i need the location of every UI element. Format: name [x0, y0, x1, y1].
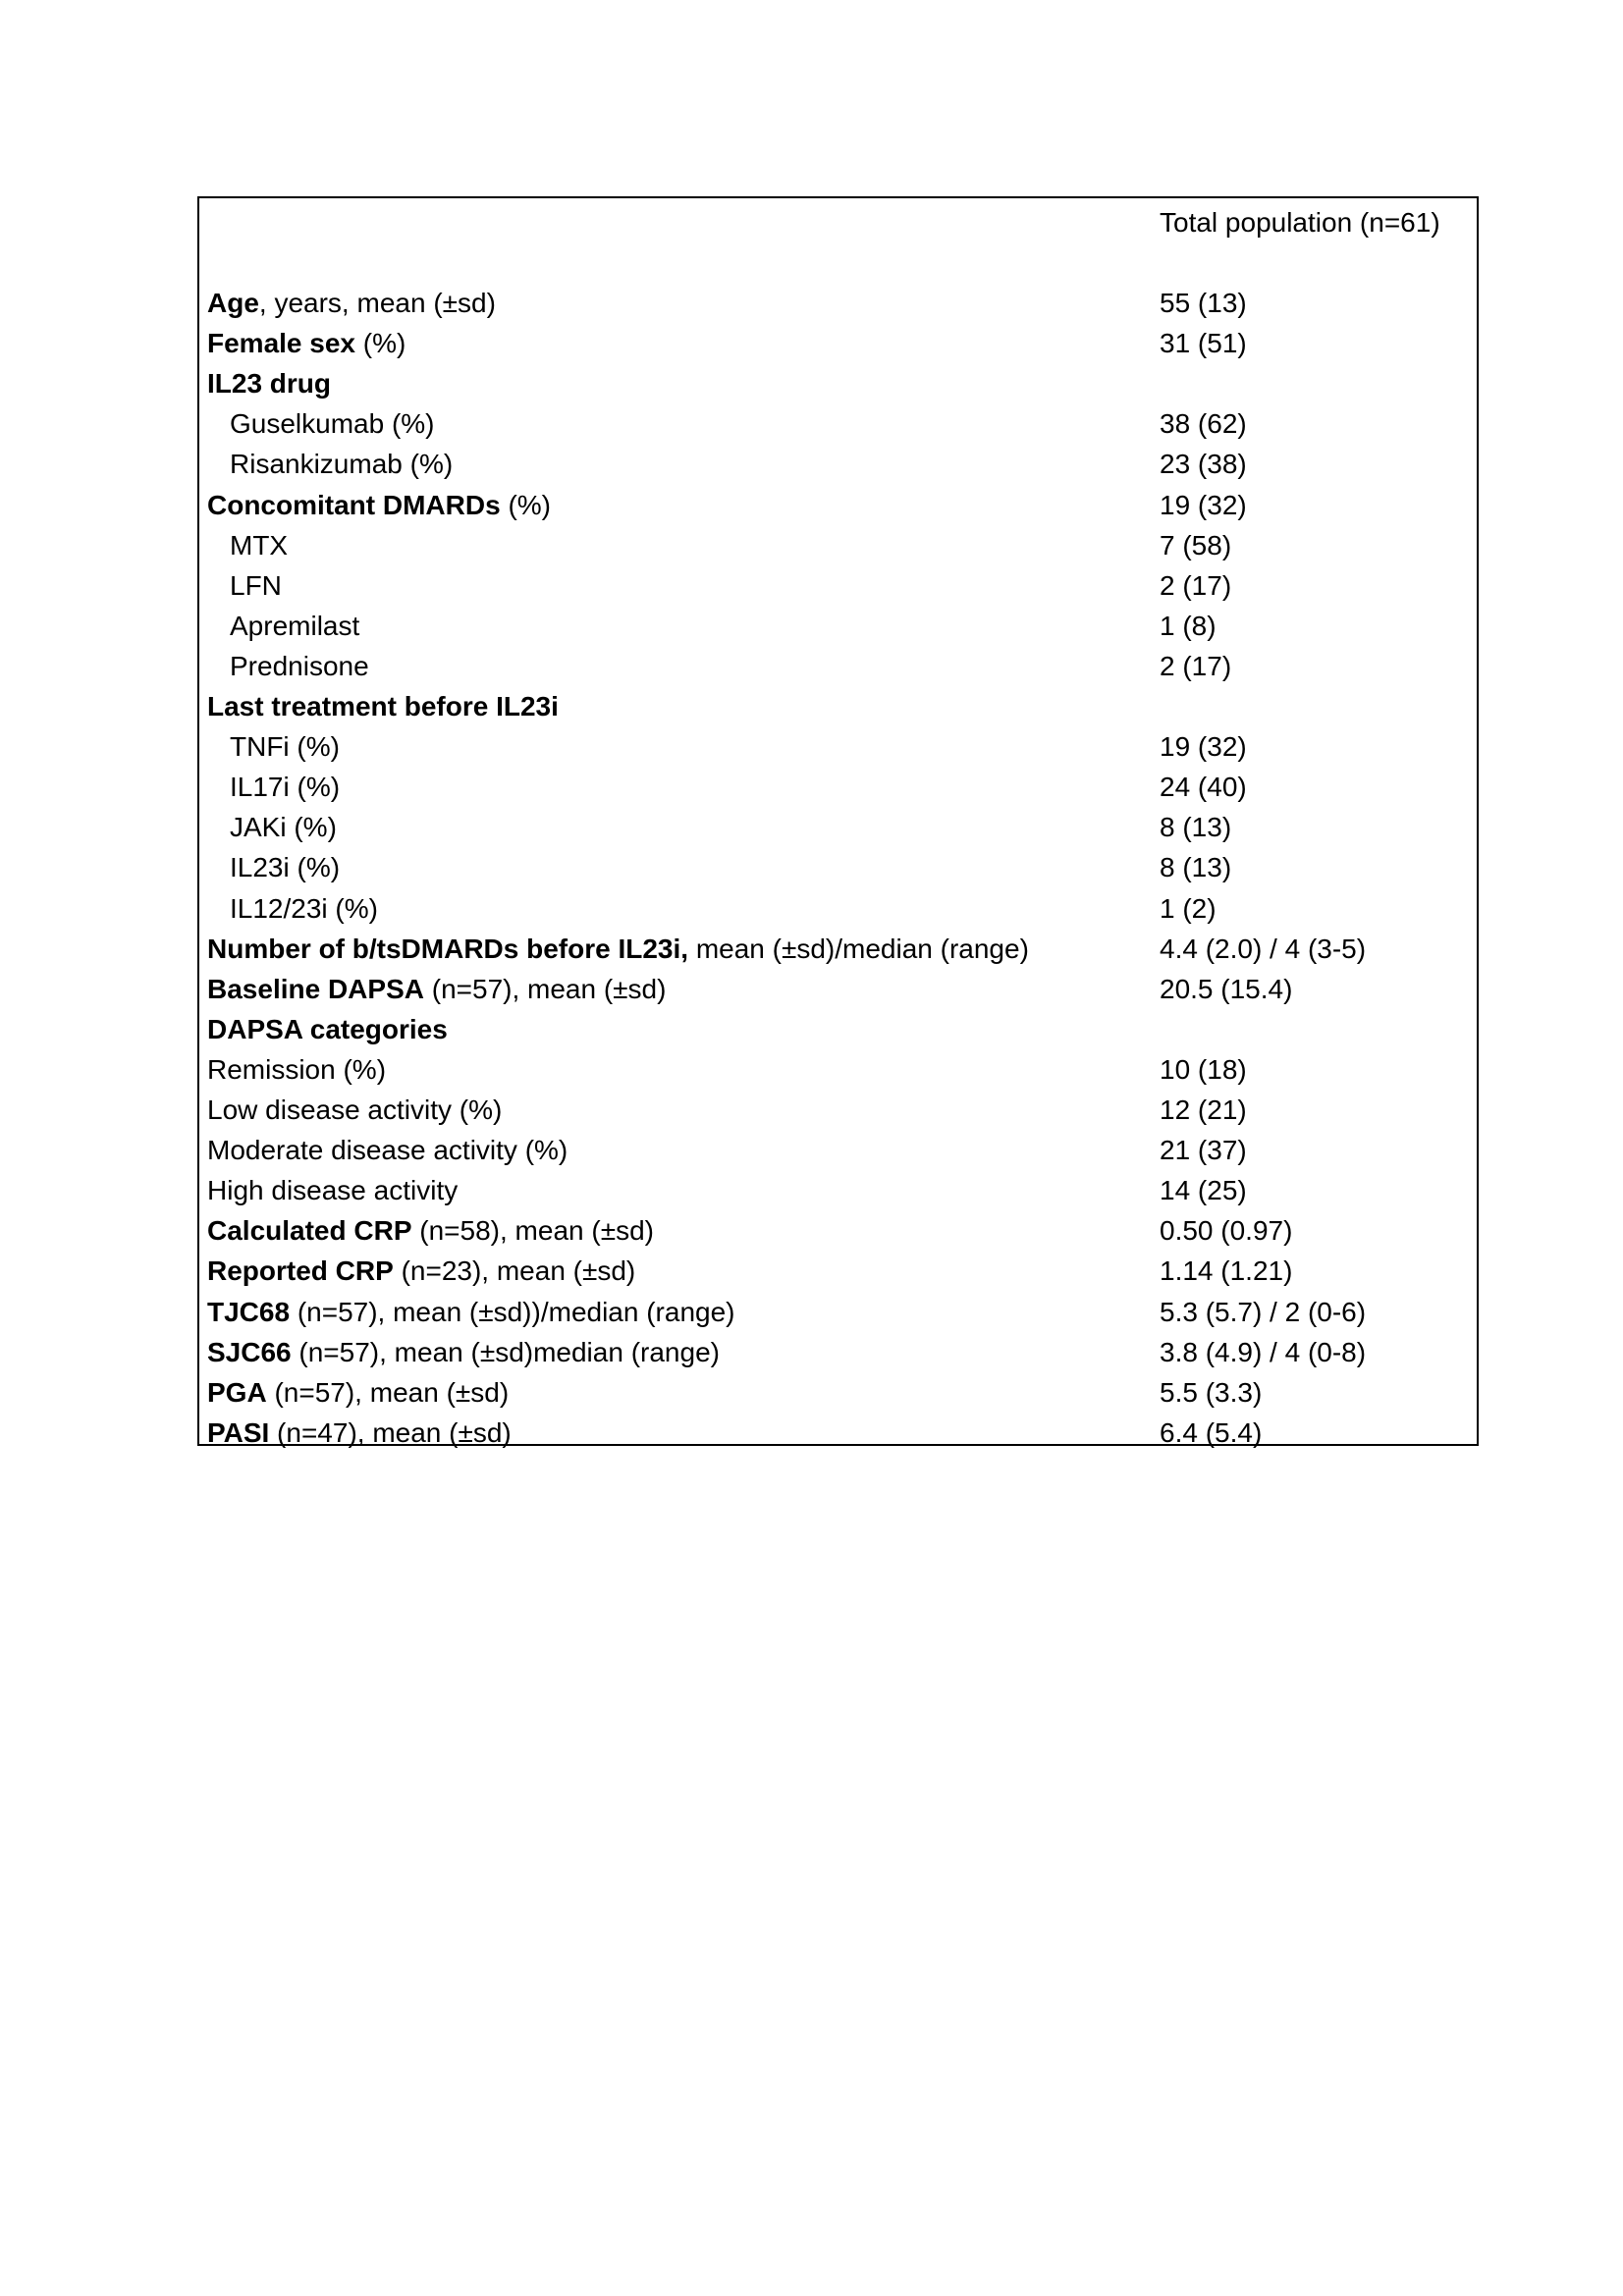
row-label-text: High disease activity	[207, 1175, 459, 1205]
row-value: 5.5 (3.3)	[1160, 1377, 1263, 1408]
table-row	[199, 565, 1477, 606]
row-label	[230, 807, 337, 847]
row-value: 8 (13)	[1160, 852, 1232, 882]
row-value: 31 (51)	[1160, 328, 1247, 358]
table-row	[199, 403, 1477, 444]
row-label-bold: TJC68	[207, 1297, 291, 1327]
row-label-text: Prednisone	[230, 651, 369, 681]
table-row	[199, 363, 1477, 403]
row-value: 4.4 (2.0) / 4 (3-5)	[1160, 934, 1367, 964]
row-value: 55 (13)	[1160, 288, 1247, 318]
row-label	[230, 646, 369, 686]
row-label	[207, 1090, 502, 1130]
row-label	[230, 888, 378, 929]
row-label-text: Remission (%)	[207, 1054, 387, 1085]
row-value: 7 (58)	[1160, 530, 1232, 561]
row-label	[207, 363, 331, 403]
column-header-total-population: Total population (n=61)	[1160, 207, 1440, 238]
row-label	[230, 726, 340, 767]
table-row	[199, 807, 1477, 847]
row-value: 8 (13)	[1160, 812, 1232, 842]
table-row	[199, 646, 1477, 686]
row-label-text: (%)	[355, 328, 406, 358]
row-label-text: (n=57), mean (±sd)	[423, 974, 667, 1004]
row-label	[207, 1292, 735, 1332]
row-value: 2 (17)	[1160, 570, 1232, 601]
row-label-bold: Baseline DAPSA	[207, 974, 424, 1004]
row-label-text: LFN	[230, 570, 282, 601]
table-row	[199, 1130, 1477, 1170]
row-label-bold: SJC66	[207, 1337, 292, 1367]
row-label-text: mean (±sd)/median (range)	[688, 934, 1029, 964]
row-label	[207, 485, 551, 525]
table-row	[199, 1332, 1477, 1372]
row-label	[230, 444, 453, 484]
row-label-bold: Female sex	[207, 328, 355, 358]
row-label-text: (n=23), mean (±sd)	[393, 1255, 636, 1286]
table-row	[199, 767, 1477, 807]
row-value: 23 (38)	[1160, 449, 1247, 479]
row-label-text: (%)	[500, 490, 551, 520]
row-label-text: , years, mean (±sd)	[258, 288, 496, 318]
table-row	[199, 485, 1477, 525]
table-row	[199, 1251, 1477, 1291]
row-label-text: JAKi (%)	[230, 812, 337, 842]
table-row	[199, 1049, 1477, 1090]
row-label	[207, 1130, 568, 1170]
row-label-bold: Calculated CRP	[207, 1215, 412, 1246]
table-row	[199, 1009, 1477, 1049]
row-value: 1 (8)	[1160, 611, 1217, 641]
table-row	[199, 847, 1477, 887]
row-label-text: (n=57), mean (±sd)	[266, 1377, 510, 1408]
table-row	[199, 888, 1477, 929]
row-label	[230, 606, 359, 646]
row-label-text: Risankizumab (%)	[230, 449, 454, 479]
row-label-text: Apremilast	[230, 611, 360, 641]
row-label-text: Guselkumab (%)	[230, 408, 435, 439]
row-label-bold: Number of b/tsDMARDs before IL23i,	[207, 934, 689, 964]
row-value: 0.50 (0.97)	[1160, 1215, 1293, 1246]
row-label	[207, 969, 666, 1009]
table-row	[199, 726, 1477, 767]
row-label-text: (n=58), mean (±sd)	[411, 1215, 654, 1246]
row-label	[207, 1413, 512, 1453]
row-value: 1 (2)	[1160, 893, 1217, 924]
row-label-text: IL12/23i (%)	[230, 893, 378, 924]
row-value: 3.8 (4.9) / 4 (0-8)	[1160, 1337, 1367, 1367]
row-label-bold: PASI	[207, 1417, 270, 1448]
row-label	[230, 847, 340, 887]
table-row	[199, 283, 1477, 323]
table-row	[199, 444, 1477, 484]
row-label-bold: PGA	[207, 1377, 267, 1408]
table-row	[199, 1170, 1477, 1210]
table-row	[199, 1372, 1477, 1413]
row-label-text: IL17i (%)	[230, 772, 341, 802]
row-label-text: TNFi (%)	[230, 731, 340, 762]
row-label	[207, 1009, 448, 1049]
row-label	[207, 1210, 654, 1251]
row-label-bold: Concomitant DMARDs	[207, 490, 501, 520]
row-value: 1.14 (1.21)	[1160, 1255, 1293, 1286]
table-row	[199, 969, 1477, 1009]
row-label	[207, 1170, 458, 1210]
table-row	[199, 1292, 1477, 1332]
row-value: 12 (21)	[1160, 1095, 1247, 1125]
row-label-text: Low disease activity (%)	[207, 1095, 503, 1125]
row-value: 5.3 (5.7) / 2 (0-6)	[1160, 1297, 1367, 1327]
row-label-bold: Last treatment before IL23i	[207, 691, 559, 721]
row-label	[207, 323, 406, 363]
row-label-text: IL23i (%)	[230, 852, 341, 882]
row-label	[230, 525, 288, 565]
table-row	[199, 1413, 1477, 1453]
row-label-bold: DAPSA categories	[207, 1014, 448, 1044]
row-label	[207, 929, 1029, 969]
row-value: 21 (37)	[1160, 1135, 1247, 1165]
table-row	[199, 606, 1477, 646]
row-value: 20.5 (15.4)	[1160, 974, 1293, 1004]
row-label	[230, 767, 340, 807]
table-row	[199, 525, 1477, 565]
row-label	[207, 1332, 720, 1372]
row-label-text: (n=47), mean (±sd)	[269, 1417, 512, 1448]
row-label-bold: Age	[207, 288, 259, 318]
row-value: 6.4 (5.4)	[1160, 1417, 1263, 1448]
row-label	[230, 565, 282, 606]
row-value: 19 (32)	[1160, 731, 1247, 762]
table-header-row	[199, 202, 1477, 242]
row-label	[207, 1049, 386, 1090]
baseline-characteristics-table	[197, 196, 1479, 1446]
row-value: 24 (40)	[1160, 772, 1247, 802]
row-label	[207, 1372, 509, 1413]
row-label-bold: IL23 drug	[207, 368, 332, 399]
row-value: 10 (18)	[1160, 1054, 1247, 1085]
row-value: 38 (62)	[1160, 408, 1247, 439]
table-row	[199, 323, 1477, 363]
row-label	[207, 1251, 635, 1291]
row-value: 2 (17)	[1160, 651, 1232, 681]
row-label-bold: Reported CRP	[207, 1255, 394, 1286]
row-label-text: Moderate disease activity (%)	[207, 1135, 568, 1165]
row-label	[207, 283, 496, 323]
table-row	[199, 1090, 1477, 1130]
row-label	[207, 686, 559, 726]
row-label-text: MTX	[230, 530, 289, 561]
row-label-text: (n=57), mean (±sd))/median (range)	[290, 1297, 735, 1327]
table-row	[199, 686, 1477, 726]
table-row	[199, 929, 1477, 969]
row-value: 14 (25)	[1160, 1175, 1247, 1205]
row-label	[230, 403, 435, 444]
row-label-text: (n=57), mean (±sd)median (range)	[291, 1337, 720, 1367]
table-row	[199, 1210, 1477, 1251]
row-value: 19 (32)	[1160, 490, 1247, 520]
